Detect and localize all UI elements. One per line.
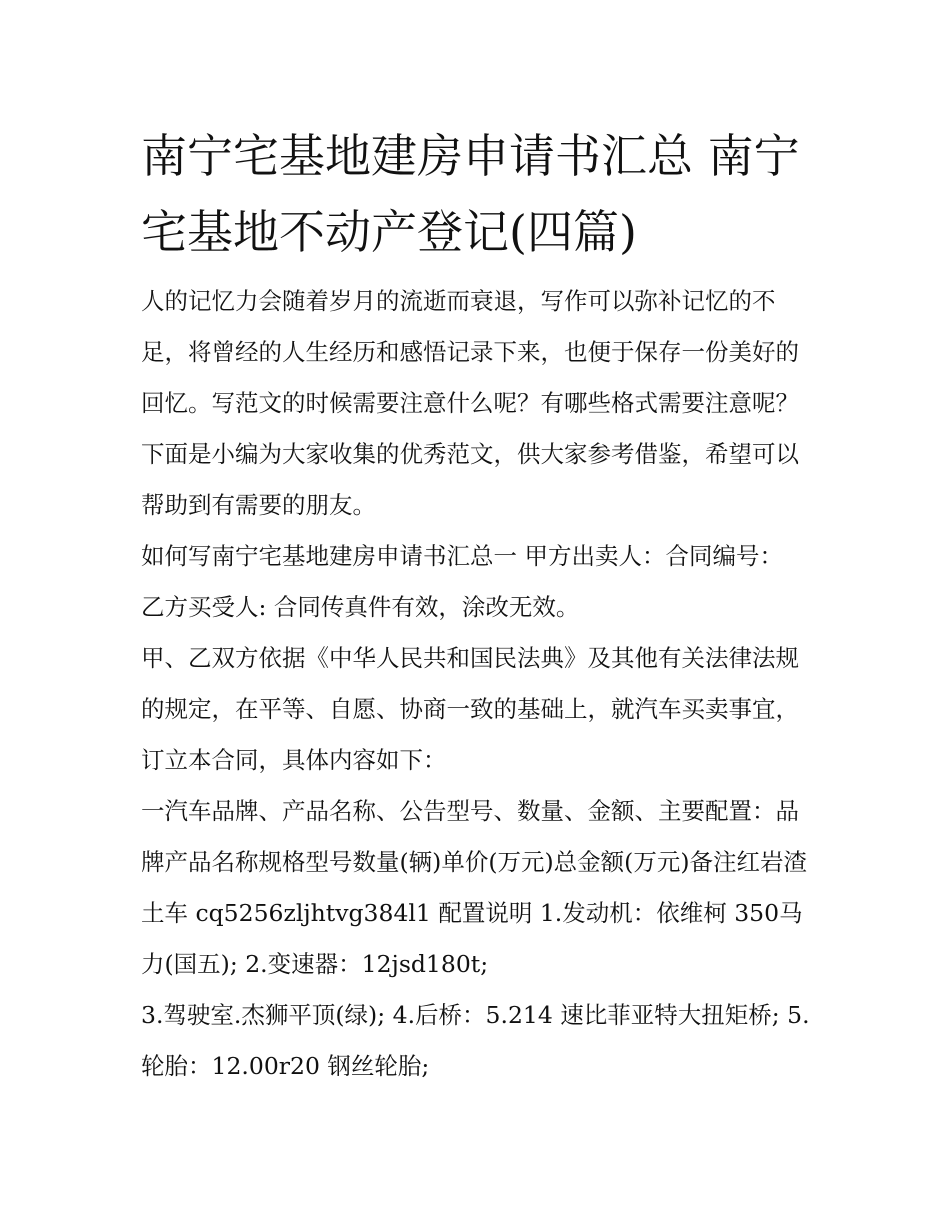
intro-paragraph: 人的记忆力会随着岁月的流逝而衰退，写作可以弥补记忆的不足，将曾经的人生经历和感悟记录下来，也便于保存一份美好的回忆。写范文的时候需要注意什么呢？有哪些格式需要注意呢？下面是小编为大家收集的优秀范文，供大家参考借鉴，希望可以帮助到有需要的朋友。 (141, 287, 799, 519)
contract-header-paragraph: 如何写南宁宅基地建房申请书汇总一 甲方出卖人：合同编号： 乙方买受人: 合同传真件有效，涂改无效。 (141, 542, 783, 621)
document-title: 南宁宅基地建房申请书汇总 南宁宅基地不动产登记(四篇) (141, 129, 800, 259)
document-page (141, 118, 813, 1092)
vehicle-config-paragraph: 3.驾驶室.杰狮平顶(绿); 4.后桥：5.214 速比菲亚特大扭矩桥; 5.轮胎：12.00r20 钢丝轮胎; (141, 1001, 810, 1080)
vehicle-spec-paragraph: 一汽车品牌、产品名称、公告型号、数量、金额、主要配置：品牌产品名称规格型号数量(辆)单价(万元)总金额(万元)备注红岩渣土车 cq5256zljhtvg384l1 配置说明 1.发动机：依维柯 350马力(国五); 2.变速器：12jsd180t; (141, 797, 808, 978)
contract-basis-paragraph: 甲、乙双方依据《中华人民共和国民法典》及其他有关法律法规的规定，在平等、自愿、协商一致的基础上，就汽车买卖事宜，订立本合同，具体内容如下： (141, 644, 799, 774)
